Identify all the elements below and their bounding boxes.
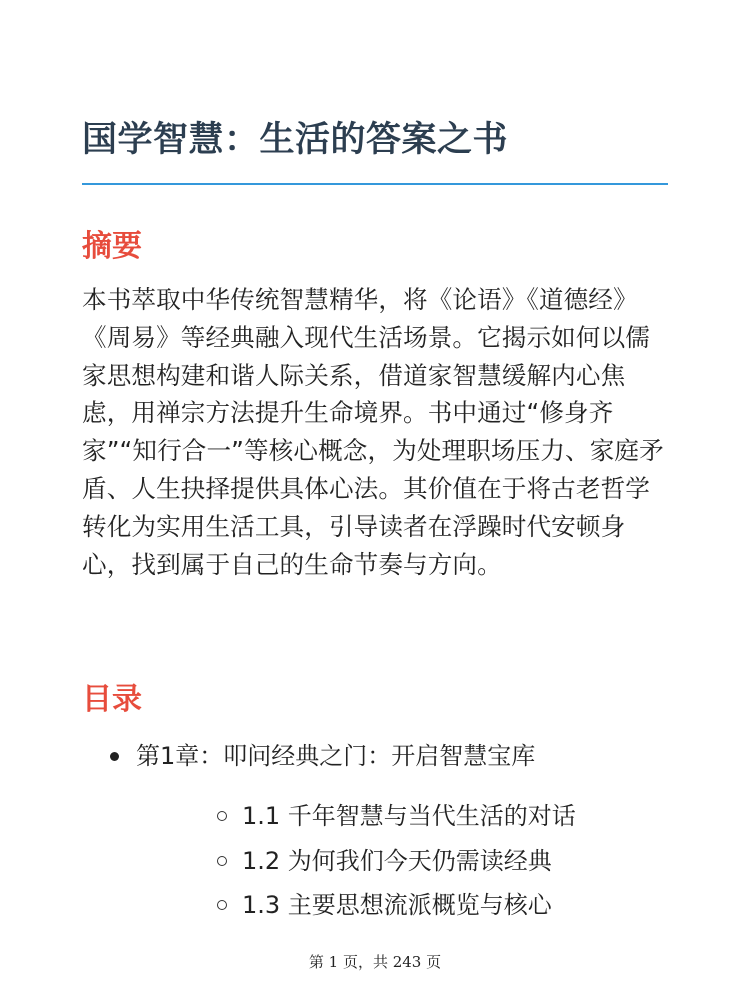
bullet-circle-icon <box>217 811 227 821</box>
toc-chapter-label: 第1章：叩问经典之门：开启智慧宝库 <box>136 742 536 770</box>
abstract-text: 本书萃取中华传统智慧精华，将《论语》《道德经》《周易》等经典融入现代生活场景。它揭示如何以儒家思想构建和谐人际关系，借道家智慧缓解内心焦虑，用禅宗方法提升生命境界。书中通过“修身齐家”“知行合一”等核心概念，为处理职场压力、家庭矛盾、人生抉择提供具体心法。其价值在于将古老哲学转化为实用生活工具，引导读者在浮躁时代安顿身心，找到属于自己的生命节奏与方向。 <box>82 285 664 579</box>
toc-section-label: 1.3 主要思想流派概览与核心 <box>242 891 552 919</box>
table-of-contents <box>82 734 672 928</box>
toc-section-1-2[interactable] <box>136 839 672 884</box>
bullet-disc-icon <box>110 752 119 761</box>
toc-section-label: 1.1 千年智慧与当代生活的对话 <box>242 802 576 830</box>
toc-section-1-3[interactable] <box>136 883 672 928</box>
toc-section-1-1[interactable] <box>136 794 672 839</box>
document-title: 国学智慧：生活的答案之书 <box>82 120 509 160</box>
toc-section-label: 1.2 为何我们今天仍需读经典 <box>242 846 552 875</box>
toc-chapter-1[interactable] <box>82 734 672 928</box>
bullet-circle-icon <box>217 856 227 866</box>
page-footer: 第 1 页，共 243 页 <box>308 953 442 971</box>
title-divider <box>82 183 668 185</box>
bullet-circle-icon <box>217 900 227 910</box>
toc-heading: 目录 <box>82 682 142 717</box>
abstract-heading: 摘要 <box>82 229 142 264</box>
toc-section-list <box>136 794 672 928</box>
